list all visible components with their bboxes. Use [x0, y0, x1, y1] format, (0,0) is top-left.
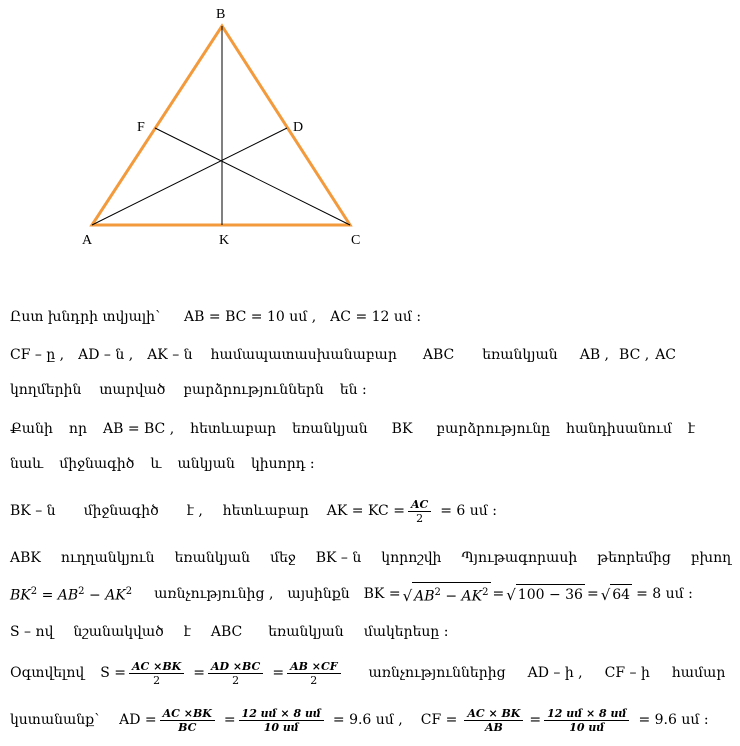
- solution-line-3: [10, 379, 376, 401]
- radicand: 100 − 36: [516, 584, 585, 605]
- text: մեջ: [270, 550, 296, 566]
- denominator: 2: [310, 673, 318, 687]
- text: AB: [57, 587, 79, 604]
- text: =: [193, 665, 205, 681]
- fraction-ac-over-2: [408, 498, 431, 525]
- exponent: 2: [78, 586, 85, 598]
- text: =: [529, 712, 542, 728]
- text: AK = KC =: [326, 503, 405, 519]
- text: Ըստ խնդրի տվյալի`: [10, 309, 163, 325]
- numerator: 12 սմ × 8 սմ: [544, 707, 629, 721]
- text: միջնագիծ: [83, 503, 159, 519]
- text: է ,: [186, 503, 203, 519]
- text: AB = BC = 10 սմ ,: [184, 309, 317, 325]
- solution-line-1: [10, 306, 430, 328]
- text: = 9.6 սմ ,: [332, 712, 403, 728]
- text: նաև: [10, 456, 44, 472]
- text: AB: [414, 588, 435, 605]
- fraction-ab-cf-over-2: [287, 660, 340, 687]
- text: այսինքն: [287, 586, 350, 602]
- text: բարձրությունը: [436, 421, 551, 437]
- text: BC ,: [619, 347, 650, 363]
- text: առնչություններից: [368, 665, 506, 681]
- text: AC = 12 սմ :: [330, 309, 422, 325]
- text: = 9.6 սմ :: [638, 712, 709, 728]
- text: ABC: [422, 347, 455, 363]
- numerator: AC: [408, 498, 431, 512]
- text: BK: [391, 421, 413, 437]
- text: ուղղանկյուն: [60, 550, 155, 566]
- text: է: [183, 624, 191, 640]
- text: անկյան: [177, 456, 235, 472]
- numerator: AC × BK: [464, 707, 523, 721]
- text: համապատասխանաբար: [210, 347, 397, 363]
- denominator: AB: [484, 720, 503, 734]
- denominator: 10 սմ: [263, 720, 299, 734]
- text: են :: [339, 382, 367, 398]
- numerator: AD ×BC: [208, 660, 263, 674]
- numerator: AC ×BK: [160, 707, 215, 721]
- text: է: [687, 421, 696, 437]
- numerator: 12 սմ × 8 սմ: [239, 707, 324, 721]
- fraction-cf-2: [544, 707, 629, 734]
- text: կորոշվի: [381, 550, 442, 566]
- solution-line-6: [10, 496, 506, 526]
- text: բարձրություններն: [183, 382, 324, 398]
- text: և: [150, 456, 162, 472]
- altitude-ad: [92, 128, 287, 225]
- vertex-label-f: F: [137, 120, 145, 135]
- vertex-label-b: B: [216, 7, 226, 22]
- text: AK: [105, 587, 126, 604]
- text: =: [223, 712, 236, 728]
- radical-sign: √: [600, 585, 611, 604]
- text: ABK: [10, 550, 41, 566]
- sqrt-100-36: [506, 584, 585, 605]
- text: =: [586, 586, 599, 602]
- text: եռանկյան: [268, 624, 344, 640]
- denominator: 2: [153, 673, 161, 687]
- text: BK: [10, 587, 31, 604]
- text: Քանի: [10, 421, 53, 437]
- radicand: [412, 582, 490, 607]
- text: CF – ը ,: [10, 347, 65, 363]
- text: Պյութագորասի: [461, 550, 578, 566]
- text: AD =: [119, 712, 157, 728]
- sqrt-ab2-ak2: [403, 582, 491, 607]
- vertex-label-c: C: [351, 233, 361, 248]
- solution-line-4: [10, 418, 704, 440]
- text: տարված: [99, 382, 166, 398]
- radical-sign: √: [506, 585, 516, 604]
- altitude-cf: [155, 128, 350, 225]
- vertex-label-a: A: [82, 233, 93, 248]
- text: AC: [655, 347, 677, 363]
- text: եռանկյան: [292, 421, 368, 437]
- denominator: 2: [416, 511, 424, 525]
- solution-line-7: [10, 547, 740, 569]
- solution-line-9: [10, 621, 458, 643]
- text: AK – ն: [147, 347, 193, 363]
- text: նշանակված: [73, 624, 164, 640]
- text: =: [41, 587, 54, 604]
- solution-line-2: [10, 344, 685, 366]
- sqrt-64: [601, 584, 632, 605]
- text: կիսորդ :: [250, 456, 315, 472]
- pythagoras-formula: [10, 582, 132, 606]
- fraction-ad-bc-over-2: [208, 660, 263, 687]
- denominator: 2: [232, 673, 240, 687]
- exponent: 2: [125, 586, 133, 598]
- text: − AK: [445, 588, 483, 605]
- text: =: [272, 665, 285, 681]
- text: առնչությունից ,: [154, 586, 274, 602]
- fraction-ac-bk-over-2: [129, 660, 184, 687]
- text: որ: [68, 421, 87, 437]
- radical-sign: √: [402, 587, 413, 606]
- text: միջնագիծ: [59, 456, 135, 472]
- exponent: 2: [434, 586, 441, 598]
- text: կստանանք`: [10, 712, 102, 728]
- text: = 6 սմ :: [440, 503, 497, 519]
- text: =: [492, 586, 505, 602]
- exponent: 2: [30, 586, 38, 598]
- text: ABC: [210, 624, 243, 640]
- text: հետևաբար: [222, 503, 309, 519]
- denominator: BC: [178, 720, 197, 734]
- solution-line-10: [10, 657, 734, 689]
- text: AD – ն ,: [78, 347, 134, 363]
- solution-line-5: [10, 453, 324, 475]
- text: −: [89, 587, 101, 604]
- text: հանդիսանում: [566, 421, 672, 437]
- text: թեորեմից: [597, 550, 671, 566]
- fraction-ad-2: [239, 707, 324, 734]
- triangle-abc: [92, 26, 350, 225]
- text: S – ով: [10, 624, 54, 640]
- radicand: 64: [610, 584, 632, 605]
- solution-line-11: [10, 703, 718, 737]
- denominator: 10 սմ: [569, 720, 605, 734]
- text: BK – ն: [315, 550, 362, 566]
- text: բխող: [690, 550, 732, 566]
- triangle-figure: [0, 0, 707, 260]
- text: S =: [100, 665, 126, 681]
- text: հետևաբար: [190, 421, 277, 437]
- text: Օգտվելով: [10, 665, 85, 681]
- text: եռանկյան: [482, 347, 558, 363]
- fraction-ad-1: [160, 707, 215, 734]
- text: AB = BC ,: [102, 421, 175, 437]
- text: կողմերին: [10, 382, 82, 398]
- text: CF =: [420, 712, 458, 728]
- text: = 8 սմ :: [636, 586, 693, 602]
- text: BK – ն: [10, 503, 56, 519]
- vertex-label-d: D: [293, 120, 304, 135]
- text: մակերեսը :: [363, 624, 449, 640]
- solution-line-8: [10, 583, 702, 605]
- text: BK =: [363, 586, 401, 602]
- numerator: AB ×CF: [287, 660, 340, 674]
- vertex-label-k: K: [219, 233, 230, 248]
- fraction-cf-1: [464, 707, 523, 734]
- text: CF – ի: [604, 665, 650, 681]
- text: համար: [671, 665, 726, 681]
- numerator: AC ×BK: [129, 660, 184, 674]
- text: եռանկյան: [174, 550, 251, 566]
- text: AB ,: [579, 347, 610, 363]
- exponent: 2: [482, 586, 489, 598]
- text: AD – ի ,: [527, 665, 583, 681]
